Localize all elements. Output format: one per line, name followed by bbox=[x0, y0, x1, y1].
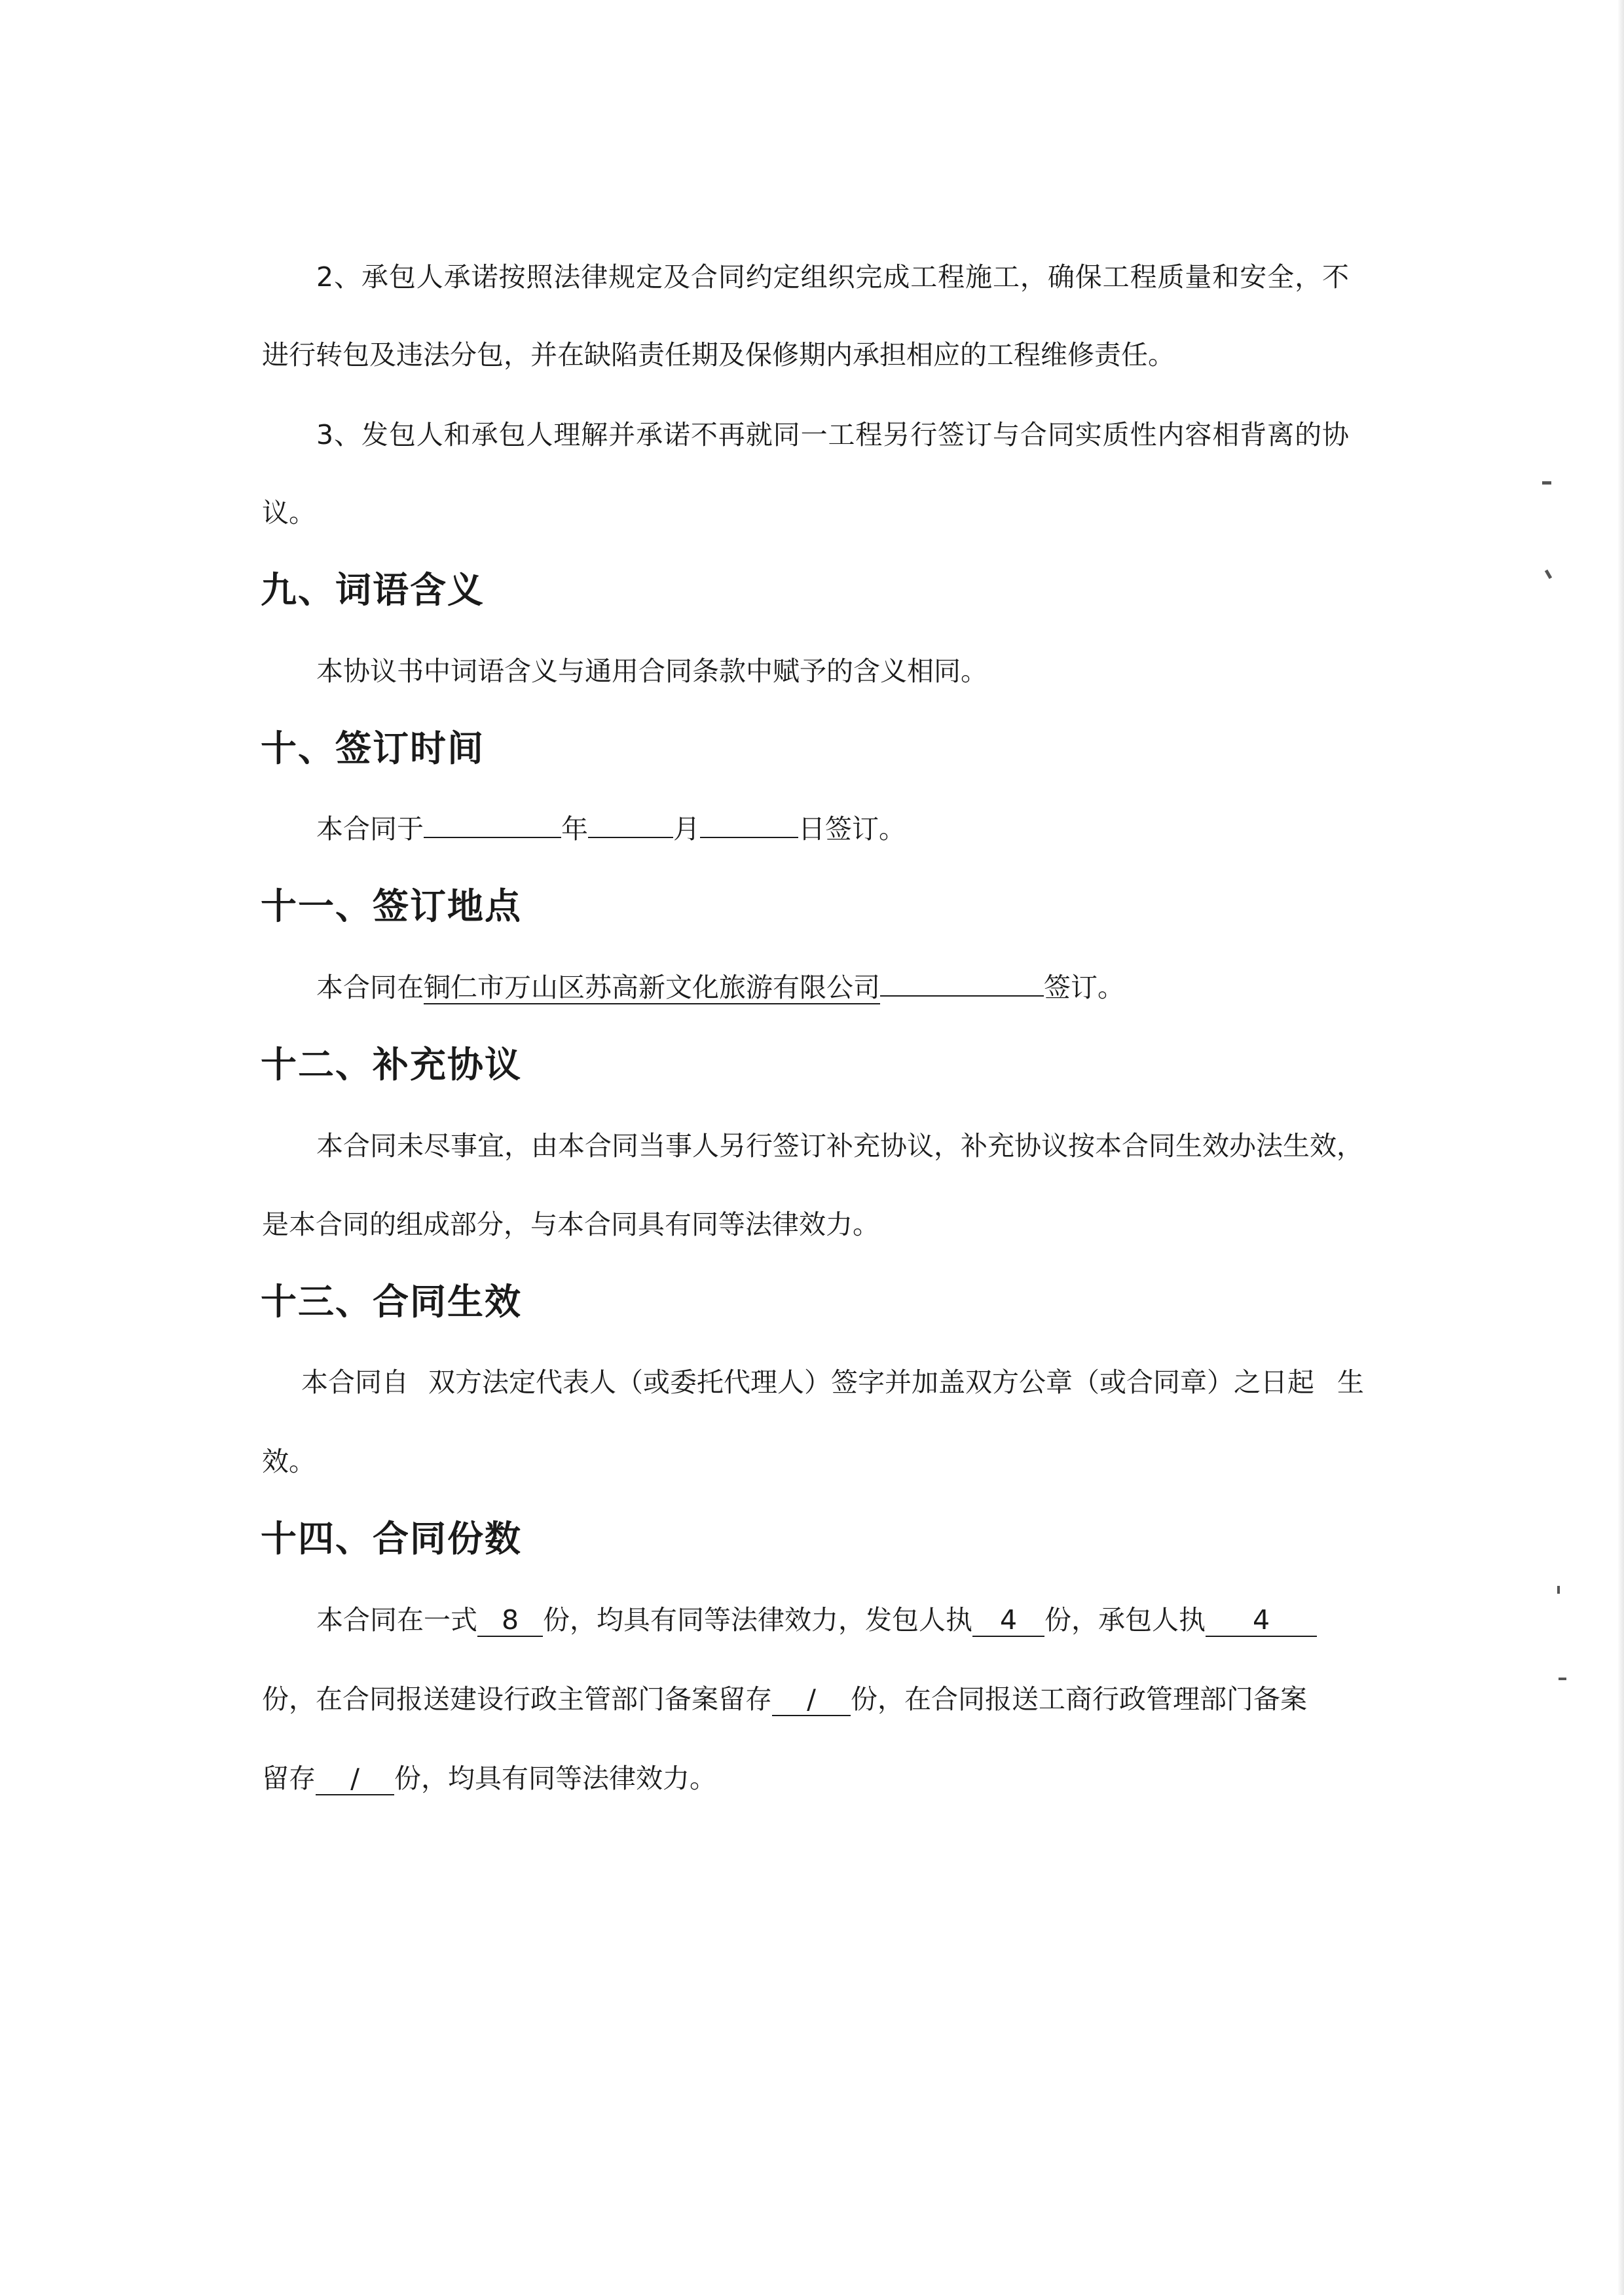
copies-text-6: 留存 bbox=[262, 1763, 316, 1794]
signing-place-value: 铜仁市万山区苏高新文化旅游有限公司 bbox=[424, 972, 880, 1003]
month-label: 月 bbox=[673, 813, 700, 845]
section-heading-effectiveness: 十三、合同生效 bbox=[261, 1281, 523, 1323]
total-copies-value: 8 bbox=[477, 1604, 543, 1637]
copies-text-7: 份，均具有同等法律效力。 bbox=[394, 1763, 716, 1794]
section-heading-supplementary: 十二、补充协议 bbox=[261, 1044, 523, 1086]
supplementary-line-1: 本合同未尽事宜，由本合同当事人另行签订补充协议，补充协议按本合同生效办法生效， bbox=[316, 1130, 1363, 1162]
supplementary-line-2: 是本合同的组成部分，与本合同具有同等法律效力。 bbox=[262, 1209, 879, 1240]
signing-place-prefix: 本合同在 bbox=[316, 972, 424, 1003]
employer-copies-value: 4 bbox=[972, 1604, 1044, 1637]
day-label: 日签订。 bbox=[798, 813, 906, 845]
copies-line-3 bbox=[262, 1759, 1349, 1798]
construction-copies-value: / bbox=[772, 1683, 851, 1716]
signing-time-prefix: 本合同于 bbox=[316, 813, 424, 845]
signing-place-blank[interactable] bbox=[880, 995, 1044, 997]
scan-speck bbox=[1557, 1586, 1560, 1594]
clause-3-line-1: 3、发包人和承包人理解并承诺不再就同一工程另行签订与合同实质性内容相背离的协 bbox=[316, 419, 1349, 450]
month-blank[interactable] bbox=[588, 837, 673, 838]
terms-body: 本协议书中词语含义与通用合同条款中赋予的含义相同。 bbox=[316, 655, 987, 687]
clause-2-line-2: 进行转包及违法分包，并在缺陷责任期及保修期内承担相应的工程维修责任。 bbox=[262, 339, 1175, 371]
section-heading-terms: 九、词语含义 bbox=[261, 569, 485, 611]
scan-speck bbox=[1545, 570, 1552, 579]
scan-speck bbox=[1559, 1678, 1566, 1680]
contractor-copies-value: 4 bbox=[1206, 1604, 1317, 1637]
effectiveness-line-1 bbox=[301, 1363, 1364, 1402]
signing-place-suffix: 签订。 bbox=[1044, 972, 1124, 1003]
section-heading-signing-time: 十、签订时间 bbox=[261, 727, 485, 769]
scan-edge-shadow bbox=[1617, 0, 1624, 2295]
year-label: 年 bbox=[561, 813, 588, 845]
year-blank[interactable] bbox=[424, 837, 561, 838]
scan-speck bbox=[1542, 481, 1551, 485]
section-heading-copies: 十四、合同份数 bbox=[261, 1518, 523, 1560]
day-blank[interactable] bbox=[700, 837, 798, 838]
copies-text-2: 份，均具有同等法律效力，发包人执 bbox=[543, 1604, 972, 1636]
commerce-copies-value: / bbox=[316, 1763, 394, 1795]
section-heading-signing-place: 十一、签订地点 bbox=[261, 885, 523, 927]
effectiveness-line-2: 效。 bbox=[262, 1446, 316, 1477]
copies-text-1: 本合同在一式 bbox=[316, 1604, 477, 1636]
copies-text-5: 份，在合同报送工商行政管理部门备案 bbox=[851, 1683, 1307, 1715]
copies-line-1 bbox=[316, 1600, 1349, 1640]
clause-2-line-1: 2、承包人承诺按照法律规定及合同约定组织完成工程施工，确保工程质量和安全，不 bbox=[316, 261, 1349, 293]
effectiveness-text-2: 双方法定代表人（或委托代理人）签字并加盖双方公章（或合同章）之日起 bbox=[428, 1367, 1314, 1398]
clause-3-line-2: 议。 bbox=[262, 497, 316, 528]
copies-text-3: 份，承包人执 bbox=[1044, 1604, 1206, 1636]
effectiveness-text-3: 生 bbox=[1337, 1367, 1364, 1398]
copies-line-2 bbox=[262, 1680, 1349, 1719]
signing-place-line bbox=[316, 968, 1403, 1007]
effectiveness-text-1: 本合同自 bbox=[301, 1367, 409, 1398]
signing-time-line bbox=[316, 809, 1403, 849]
copies-text-4: 份，在合同报送建设行政主管部门备案留存 bbox=[262, 1683, 772, 1715]
